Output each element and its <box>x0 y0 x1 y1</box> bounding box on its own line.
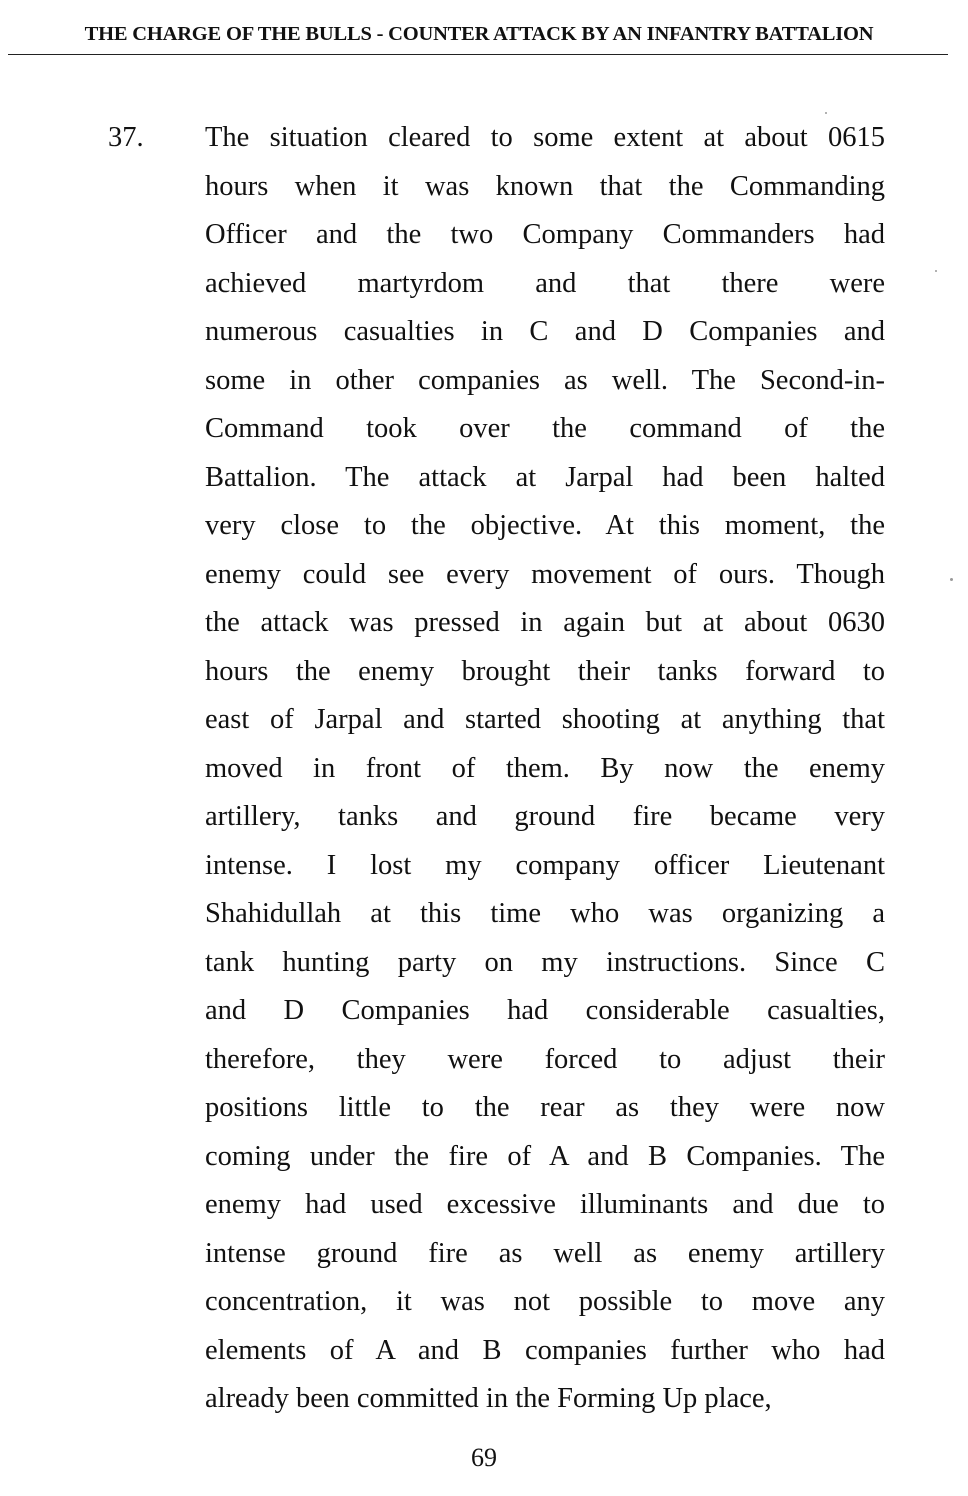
running-header-title: THE CHARGE OF THE BULLS - COUNTER ATTACK BY AN INFANTRY BATTALION <box>84 23 874 45</box>
text-line: positions little to the rear as they were now <box>205 1092 885 1123</box>
text-line: coming under the fire of A and B Companies. The <box>205 1140 885 1172</box>
text-line: hours when it was known that the Commanding <box>205 170 885 202</box>
text-line: very close to the objective. At this moment, the <box>205 510 885 541</box>
text-line: numerous casualties in C and D Companies and <box>205 316 885 347</box>
text-line: concentration, it was not possible to move any <box>205 1286 885 1317</box>
text-line: Shahidullah at this time who was organizing a <box>205 898 885 929</box>
paragraph-body <box>205 114 885 1424</box>
scan-speck <box>825 112 827 114</box>
text-line: the attack was pressed in again but at about 0630 <box>205 607 885 638</box>
scan-speck <box>950 578 953 581</box>
page-number: 69 <box>471 1443 497 1472</box>
text-line: already been committed in the Forming Up place, <box>205 1383 772 1414</box>
text-line: enemy could see every movement of ours. Though <box>205 558 885 590</box>
text-line: therefore, they were forced to adjust their <box>205 1043 885 1075</box>
text-line: achieved martyrdom and that there were <box>205 267 885 299</box>
paragraph-number: 37. <box>108 122 144 153</box>
text-line: intense. I lost my company officer Lieutenant <box>205 849 885 881</box>
text-line: artillery, tanks and ground fire became very <box>205 801 885 832</box>
text-line: elements of A and B companies further who had <box>205 1334 885 1366</box>
text-line: enemy had used excessive illuminants and due to <box>205 1189 885 1220</box>
header-rule <box>8 54 948 55</box>
text-line: hours the enemy brought their tanks forward to <box>205 655 885 687</box>
text-line: tank hunting party on my instructions. Since C <box>205 946 885 978</box>
text-line: east of Jarpal and started shooting at anything that <box>205 704 885 735</box>
text-line: Battalion. The attack at Jarpal had been halted <box>205 461 885 493</box>
text-line: moved in front of them. By now the enemy <box>205 752 885 784</box>
text-line: intense ground fire as well as enemy artillery <box>205 1237 885 1269</box>
text-line: Officer and the two Company Commanders had <box>205 219 885 250</box>
text-line: and D Companies had considerable casualties, <box>205 995 885 1026</box>
scan-speck <box>935 270 937 272</box>
text-line: The situation cleared to some extent at about 0615 <box>205 122 885 153</box>
text-line: some in other companies as well. The Second-in- <box>205 364 885 396</box>
text-line: Command took over the command of the <box>205 413 885 444</box>
